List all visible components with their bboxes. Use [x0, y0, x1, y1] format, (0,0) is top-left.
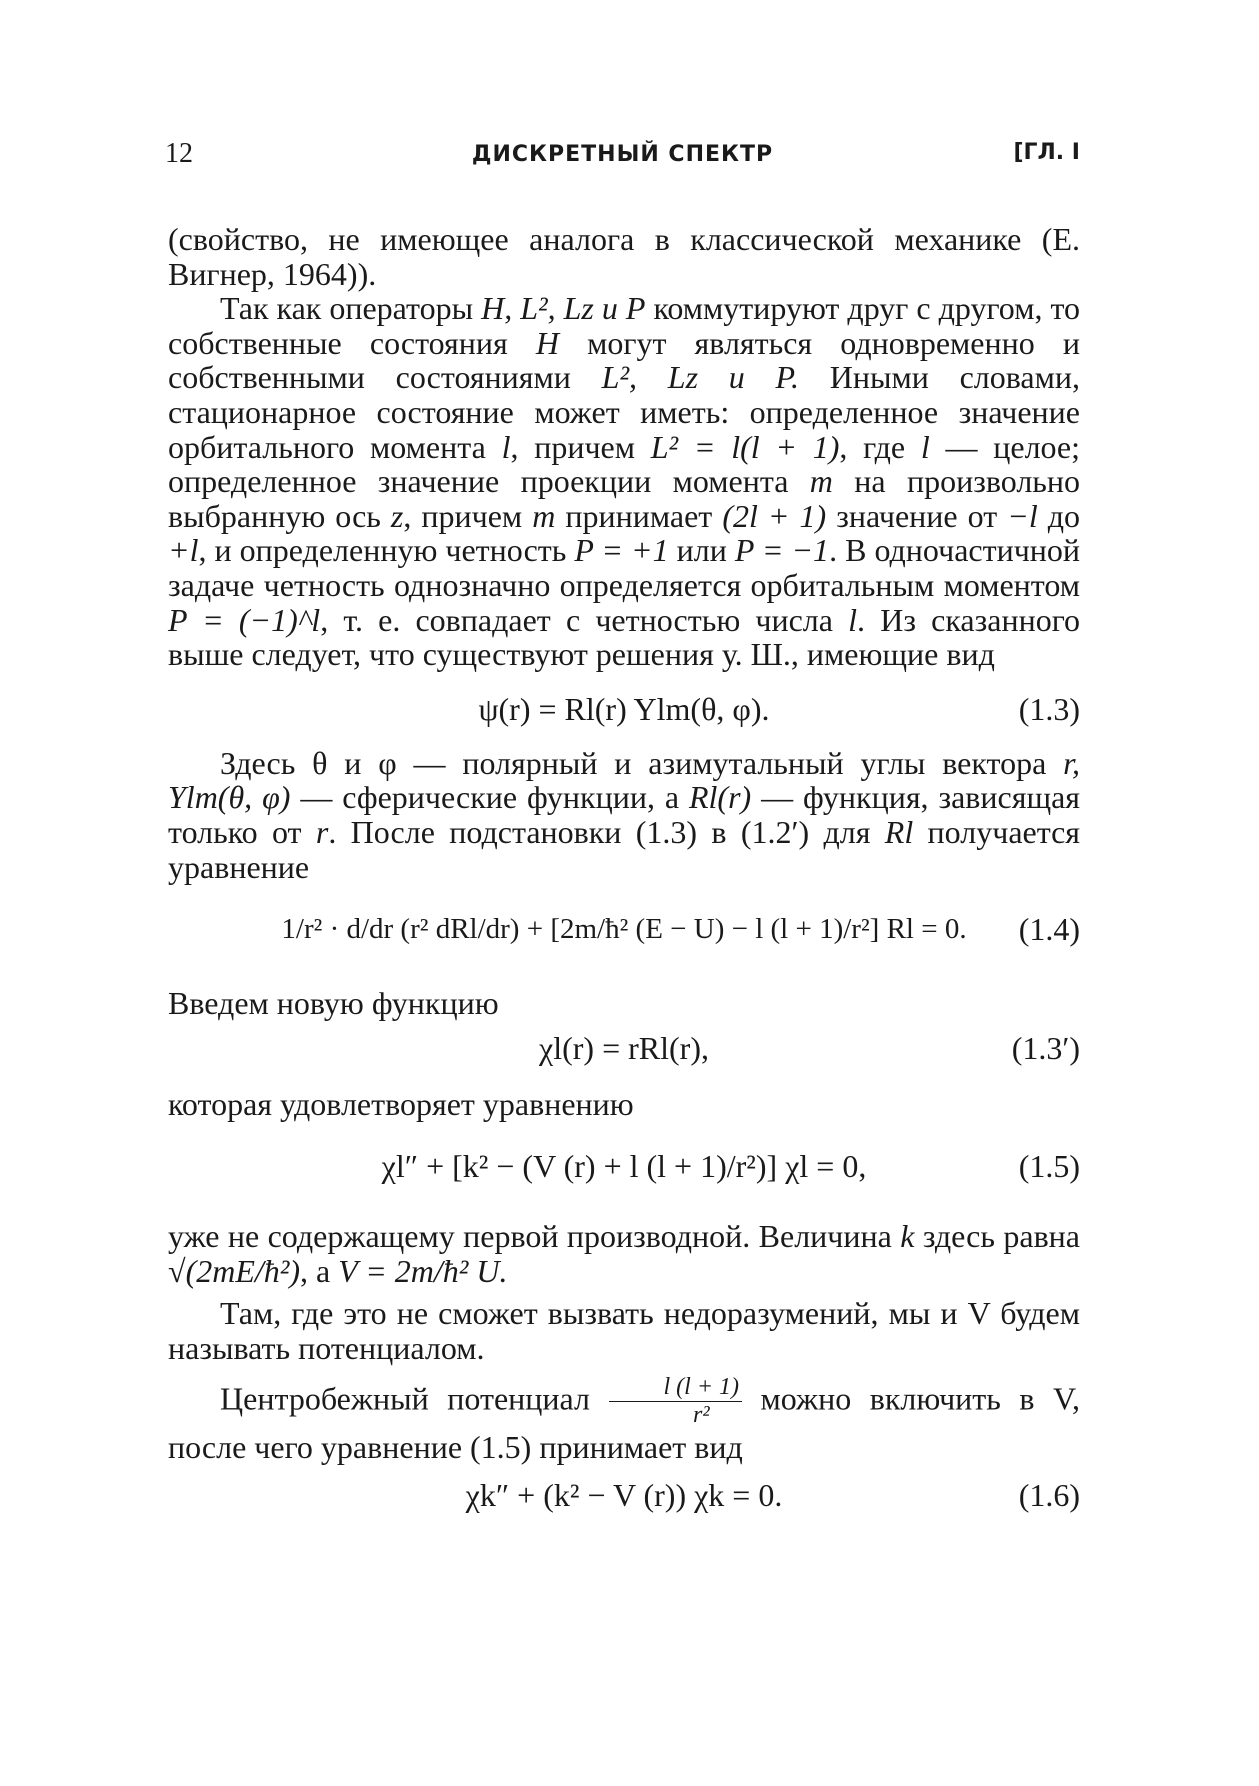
- equation-formula: χl(r) = rRl(r),: [539, 1029, 709, 1066]
- equation-formula: 1/r² · d/dr (r² dRl/dr) + [2m/ħ² (E − U) − l (l + 1)/r²] Rl = 0.: [281, 913, 967, 946]
- equation-1-3: [168, 684, 1080, 740]
- equation-1-3-prime: [168, 1025, 1080, 1073]
- equation-number: (1.3′): [1011, 1029, 1080, 1066]
- page-number: 12: [165, 138, 193, 169]
- equation-1-4: [168, 894, 1080, 972]
- paragraph: Центробежный потенциал $\frac{l (l + 1)}{\text{r²}}$ можно включить в V, после чего уравнение (1.5) принимает вид: [168, 1373, 1080, 1465]
- chapter-label: [ГЛ. I: [1013, 140, 1080, 165]
- running-header: [165, 138, 1080, 178]
- paragraph: которая удовлетворяет уравнению: [168, 1085, 634, 1122]
- centrifugal-fraction: $\frac{l (l + 1)}{\text{r²}}$: [609, 1374, 743, 1430]
- equation-formula: χk″ + (k² − V (r)) χk = 0.: [465, 1477, 783, 1514]
- equation-formula: χl″ + [k² − (V (r) + l (l + 1)/r²)] χl = 0,: [381, 1148, 867, 1185]
- paragraph: Там, где это не сможет вызвать недоразумений, мы и V будем называть потенциалом.: [168, 1295, 1080, 1367]
- running-title: ДИСКРЕТНЫЙ СПЕКТР: [471, 142, 774, 167]
- equation-1-6: [168, 1472, 1080, 1528]
- equation-number: (1.5): [1018, 1148, 1080, 1185]
- body-text: [168, 222, 1080, 1532]
- equation-1-5: [168, 1127, 1080, 1211]
- paragraph: (свойство, не имеющее аналога в классической механике (Е. Вигнер, 1964)).: [168, 221, 1080, 292]
- equation-number: (1.3): [1018, 690, 1080, 727]
- paragraph: Здесь θ и φ — полярный и азимутальный углы вектора r, Ylm(θ, φ) — сферические функции, а Rl(r) — функция, зависящая только от r. После подстановки (1.3) в (1.2′) для Rl получается уравнение: [168, 744, 1081, 885]
- paragraph: Так как операторы H, L², Lz и P коммутируют друг с другом, то собственные состояния H могут являться одновременно и собственными состояниями L², Lz и P. Иными словами, стационарное состояние может иметь: определенное значение орбитального момента l, причем L² = l(l + 1), где l — целое; определенное значение проекции момента m на произвольно выбранную ось z, причем m принимает (2l + 1) значение от −l до +l, и определенную четность P = +1 или P = −1. В одночастичной задаче четность однозначно определяется орбитальным моментом P = (−1)^l, т. е. совпадает с четностью числа l. Из сказанного выше следует, что существуют решения у. Ш., имеющие вид: [168, 290, 1081, 673]
- paragraph: Введем новую функцию: [168, 985, 499, 1022]
- paragraph: уже не содержащему первой производной. Величина k здесь равна √(2mE/ħ²), а V = 2m/ħ² U.: [168, 1218, 1080, 1289]
- equation-number: (1.6): [1018, 1477, 1080, 1514]
- equation-formula: ψ(r) = Rl(r) Ylm(θ, φ).: [478, 690, 770, 727]
- equation-number: (1.4): [1018, 911, 1080, 948]
